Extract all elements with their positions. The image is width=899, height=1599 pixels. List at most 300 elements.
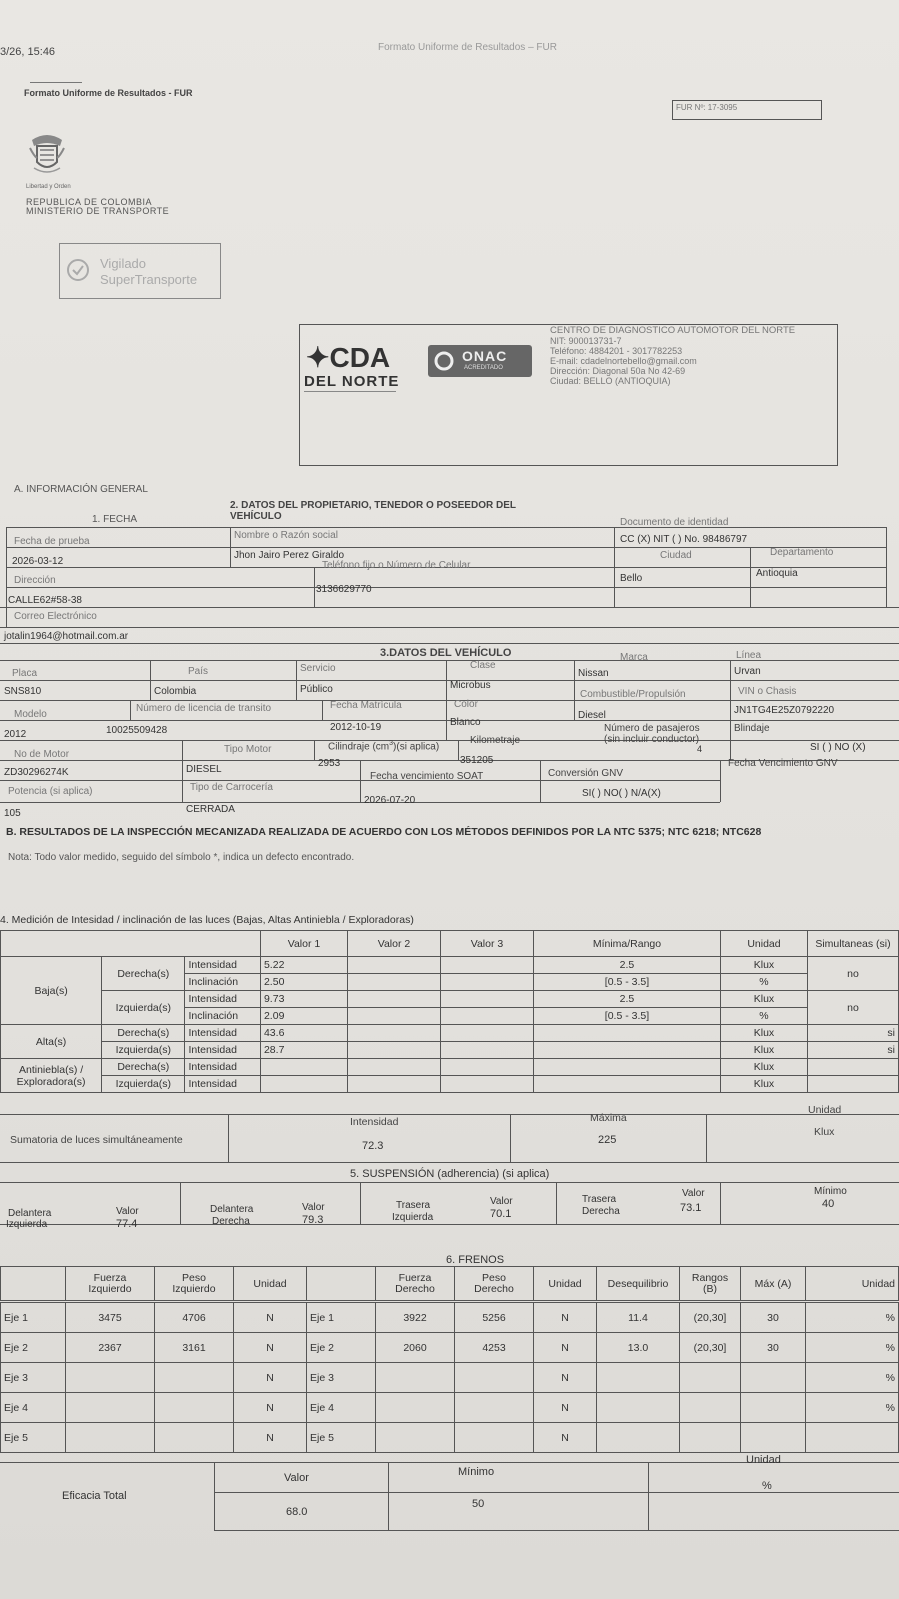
v-vline-1 <box>150 660 151 700</box>
brakes-h-weight-left <box>155 1267 234 1301</box>
lights-row <box>1 1059 899 1076</box>
lights-intensity-label: Intensidad <box>185 957 261 974</box>
v-vline-12 <box>540 760 541 802</box>
power-value: 105 <box>4 808 21 819</box>
lights-high-right-label: Derecha(s) <box>102 1025 185 1042</box>
suspension-title: 5. SUSPENSIÓN (adherencia) (si aplica) <box>350 1168 550 1180</box>
brakes-h-force-left <box>66 1267 155 1301</box>
a-line-1 <box>6 527 887 528</box>
cda-logo-rule <box>304 391 396 392</box>
brakes-cell-eje: Eje 2 <box>307 1333 376 1363</box>
gnv-value: SI( ) NO( ) N/A(X) <box>582 788 661 799</box>
brakes-cell-des <box>597 1423 680 1453</box>
susp-rl-value: 70.1 <box>490 1208 512 1220</box>
a-vline-4 <box>614 527 615 607</box>
lights-fog-right-label: Derecha(s) <box>102 1059 185 1076</box>
fur-number: FUR Nº: 17-3095 <box>676 103 738 112</box>
lights-header-row <box>1 931 899 957</box>
cda-info-box <box>299 324 838 466</box>
color-value: Blanco <box>450 717 481 728</box>
v-vline-4 <box>574 660 575 720</box>
lights-r3-value: 9.73 <box>260 991 347 1008</box>
lights-fog-label <box>1 1059 102 1093</box>
brakes-h-fd-2: Derecho <box>395 1282 435 1295</box>
brakes-cell-pct: % <box>806 1333 899 1363</box>
efficacy-unit-value: % <box>762 1480 772 1492</box>
body-type-label: Tipo de Carrocería <box>190 782 273 793</box>
gnv-expiry-label: Fecha Vencimiento GNV <box>728 758 838 769</box>
lights-intensity-label: Intensidad <box>185 1042 261 1059</box>
lights-high-label: Alta(s) <box>1 1025 102 1059</box>
vehicle-data-title: 3.DATOS DEL VEHÍCULO <box>380 647 512 659</box>
lights-row <box>1 1025 899 1042</box>
lights-intensity-label: Intensidad <box>185 1025 261 1042</box>
brakes-h-ranges <box>680 1267 741 1301</box>
lights-r1-value: 5.22 <box>260 957 347 974</box>
class-label: Clase <box>470 660 496 671</box>
brakes-cell-rango <box>680 1393 741 1423</box>
sum-vline-3 <box>706 1114 707 1162</box>
lights-h-valor3: Valor 3 <box>440 931 533 957</box>
brakes-h-unit-3: Unidad <box>806 1267 899 1301</box>
brakes-cell-pct: % <box>806 1303 899 1333</box>
brakes-cell-fi: 2367 <box>66 1333 155 1363</box>
owner-name-label: Nombre o Razón social <box>234 530 338 541</box>
armor-value: SI ( ) NO (X) <box>810 742 866 753</box>
owner-data-heading-2: VEHÍCULO <box>230 511 282 522</box>
passengers-label-1: Número de pasajeros <box>604 723 700 734</box>
passengers-label-2: (sin incluir conductor) <box>604 734 700 745</box>
brakes-title: 6. FRENOS <box>446 1254 505 1266</box>
brakes-cell-u2: N <box>534 1393 597 1423</box>
test-date: 2026-03-12 <box>12 556 64 567</box>
city-value: Bello <box>620 573 643 584</box>
brakes-cell-u2: N <box>534 1333 597 1363</box>
brakes-row <box>1 1393 899 1423</box>
lights-fog-label-2: Exploradora(s) <box>16 1075 86 1088</box>
mileage-label: Kilometraje <box>470 735 521 746</box>
lights-h-valor2: Valor 2 <box>347 931 440 957</box>
registration-date-value: 2012-10-19 <box>330 722 382 733</box>
brakes-cell-u: N <box>234 1333 307 1363</box>
plate-label: Placa <box>12 668 38 679</box>
brakes-cell-pi: 3161 <box>155 1333 234 1363</box>
efficacy-unit-label: Unidad <box>746 1454 781 1466</box>
lights-blank-header <box>1 931 261 957</box>
susp-rr-label-1: Trasera <box>582 1194 617 1205</box>
title-rule <box>30 82 82 83</box>
lights-r8-unit: Klux <box>720 1076 807 1093</box>
fuel-label: Combustible/Propulsión <box>580 689 686 700</box>
color-label: Color <box>454 699 478 710</box>
displacement-value: 2953 <box>318 758 341 769</box>
brakes-cell-eje: Eje 5 <box>1 1423 66 1453</box>
brakes-cell-eje: Eje 4 <box>1 1393 66 1423</box>
email-label: Correo Electrónico <box>14 611 97 622</box>
brakes-cell-pi: 4706 <box>155 1303 234 1333</box>
line-value: Urvan <box>734 666 761 677</box>
brakes-cell-fi: 3475 <box>66 1303 155 1333</box>
susp-fl-valor-label: Valor <box>116 1206 139 1217</box>
lights-fog-label-1: Antiniebla(s) / <box>18 1063 84 1076</box>
v-vline-3 <box>446 660 447 740</box>
brakes-h-unit-2: Unidad <box>534 1267 597 1301</box>
sum-vline-1 <box>228 1114 229 1162</box>
lights-low-right-simult: no <box>807 957 898 991</box>
service-label: Servicio <box>300 663 336 674</box>
lights-r4-unit: % <box>720 1008 807 1025</box>
address-label: Dirección <box>14 575 56 586</box>
v-vline-10 <box>458 740 459 760</box>
lights-h-minima: Mínima/Rango <box>533 931 720 957</box>
brakes-cell-u: N <box>234 1393 307 1423</box>
v-vline-9 <box>314 740 315 760</box>
cda-star-icon: ✦ <box>306 342 330 373</box>
sum-max-value: 225 <box>598 1134 617 1146</box>
brakes-h-pd-2: Derecho <box>474 1282 514 1295</box>
brakes-h-weight-right <box>455 1267 534 1301</box>
cda-city: Ciudad: BELLO (ANTIOQUIA) <box>550 376 671 386</box>
susp-rl-valor-label: Valor <box>490 1196 513 1207</box>
owner-data-heading: 2. DATOS DEL PROPIETARIO, TENEDOR O POSEEDOR DEL <box>230 500 516 511</box>
susp-line-top <box>0 1182 899 1183</box>
v-vline-5 <box>730 660 731 760</box>
v-vline-8 <box>182 740 183 802</box>
engine-number-label: No de Motor <box>14 749 70 760</box>
engine-number-value: ZD30296274K <box>4 767 69 778</box>
susp-fr-valor-label: Valor <box>302 1202 325 1213</box>
v-line-1 <box>0 660 899 661</box>
soat-value: 2026-07-20 <box>364 795 416 806</box>
susp-rr-label-2: Derecha <box>582 1206 620 1217</box>
lights-h-valor1: Valor 1 <box>260 931 347 957</box>
coat-of-arms-icon <box>26 132 68 178</box>
vigilado-box <box>59 243 221 299</box>
sum-line-top <box>0 1114 899 1115</box>
ministry-name: MINISTERIO DE TRANSPORTE <box>26 206 170 216</box>
document-value: CC (X) NIT ( ) No. 98486797 <box>620 534 748 545</box>
brakes-cell-u: N <box>234 1303 307 1333</box>
a-vline-3 <box>314 567 315 607</box>
department-value: Antioquia <box>756 568 798 579</box>
lights-r4-value: 2.09 <box>260 1008 347 1025</box>
onac-label: ONAC <box>462 348 508 364</box>
phone-value: 3136629770 <box>316 584 372 595</box>
department-label: Departamento <box>770 547 834 558</box>
brakes-h-rangos-1: Rangos <box>691 1271 729 1284</box>
armor-label: Blindaje <box>734 723 770 734</box>
brakes-cell-pd: 5256 <box>455 1303 534 1333</box>
lights-r5-unit: Klux <box>720 1025 807 1042</box>
lights-fog-left-label: Izquierda(s) <box>102 1076 185 1093</box>
lights-r5-value: 43.6 <box>260 1025 347 1042</box>
brakes-cell-des <box>597 1393 680 1423</box>
v-line-5 <box>0 740 899 741</box>
lights-r4-min: [0.5 - 3.5] <box>533 1008 720 1025</box>
eff-line-mid <box>214 1492 899 1493</box>
registration-date-label: Fecha Matrícula <box>330 700 402 711</box>
brakes-cell-fd: 3922 <box>376 1303 455 1333</box>
brakes-cell-pd: 4253 <box>455 1333 534 1363</box>
brakes-cell-rango: (20,30] <box>680 1333 741 1363</box>
section-b-title: B. RESULTADOS DE LA INSPECCIÓN MECANIZADA REALIZADA DE ACUERDO CON LOS MÉTODOS DEFINIDOS POR LA NTC 5375; NTC 6218; NTC628 <box>6 826 762 838</box>
lights-intensity-label: Intensidad <box>185 991 261 1008</box>
onac-sub: ACREDITADO <box>464 365 503 371</box>
brakes-cell-eje: Eje 3 <box>1 1363 66 1393</box>
lights-intensity-label: Intensidad <box>185 1059 261 1076</box>
a-line-6 <box>0 627 899 628</box>
brakes-h-pi-2: Izquierdo <box>172 1282 216 1295</box>
displacement-label <box>328 740 439 752</box>
brakes-cell-max <box>741 1393 806 1423</box>
susp-min-label: Mínimo <box>814 1186 847 1197</box>
lights-r2-unit: % <box>720 974 807 991</box>
brakes-cell-pct: % <box>806 1393 899 1423</box>
susp-vline-1 <box>180 1182 181 1224</box>
brakes-cell-eje: Eje 3 <box>307 1363 376 1393</box>
brakes-cell-pd <box>455 1393 534 1423</box>
v-line-8 <box>0 802 720 803</box>
brakes-h-fd-1: Fuerza <box>398 1271 432 1284</box>
sum-intensity-value: 72.3 <box>362 1140 384 1152</box>
lights-r2-value: 2.50 <box>260 974 347 991</box>
brakes-header-row <box>1 1267 899 1301</box>
power-label: Potencia (si aplica) <box>8 786 93 797</box>
brakes-cell-fd <box>376 1423 455 1453</box>
brakes-cell-rango <box>680 1423 741 1453</box>
plate-value: SNS810 <box>4 686 42 697</box>
susp-rr-value: 73.1 <box>680 1202 702 1214</box>
v-vline-2 <box>296 660 297 700</box>
brakes-row <box>1 1303 899 1333</box>
cda-nit: NIT: 900013731-7 <box>550 336 622 346</box>
section-a-title: A. INFORMACIÓN GENERAL <box>14 484 148 495</box>
brakes-table <box>0 1266 899 1301</box>
date-heading: 1. FECHA <box>92 514 138 525</box>
susp-rr-valor-label: Valor <box>682 1188 705 1199</box>
sum-vline-2 <box>510 1114 511 1162</box>
lights-r6-unit: Klux <box>720 1042 807 1059</box>
body-type-value: CERRADA <box>186 804 235 815</box>
brakes-cell-rango: (20,30] <box>680 1303 741 1333</box>
susp-fl-value: 77.4 <box>116 1218 138 1230</box>
v-vline-11 <box>360 760 361 802</box>
v-vline-13 <box>720 760 721 802</box>
vin-value: JN1TG4E25Z0792220 <box>734 705 835 716</box>
lights-r3-unit: Klux <box>720 991 807 1008</box>
fuel-value: Diesel <box>578 710 606 721</box>
susp-fl-label-2: Izquierda <box>6 1219 48 1230</box>
print-doc-title: Formato Uniforme de Resultados – FUR <box>378 42 557 53</box>
susp-fr-label-1: Delantera <box>210 1204 254 1215</box>
susp-fl-label-1: Delantera <box>8 1208 52 1219</box>
brakes-cell-max: 30 <box>741 1333 806 1363</box>
lights-low-right-label: Derecha(s) <box>102 957 185 991</box>
brakes-h-unit: Unidad <box>234 1267 307 1301</box>
lights-h-simultaneas: Simultaneas (si) <box>807 931 898 957</box>
mileage-value: 351205 <box>460 755 494 766</box>
brakes-cell-max: 30 <box>741 1303 806 1333</box>
supertransporte-icon <box>66 258 90 282</box>
brakes-h-fi-2: Izquierdo <box>88 1282 132 1295</box>
brakes-h-pi-1: Peso <box>182 1271 206 1284</box>
efficacy-value: 68.0 <box>286 1506 308 1518</box>
passengers-value: 4 <box>697 744 703 754</box>
displacement-label-a: Cilindraje (cm <box>328 741 390 753</box>
brakes-cell-eje: Eje 2 <box>1 1333 66 1363</box>
print-datetime: 3/26, 15:46 <box>0 46 56 58</box>
brakes-row <box>1 1423 899 1453</box>
sum-intensity-label: Intensidad <box>350 1116 399 1128</box>
brakes-cell-u2: N <box>534 1363 597 1393</box>
brakes-cell-u: N <box>234 1363 307 1393</box>
brakes-cell-pd <box>455 1363 534 1393</box>
efficacy-min-value: 50 <box>472 1498 485 1510</box>
brakes-cell-u: N <box>234 1423 307 1453</box>
owner-name: Jhon Jairo Perez Giraldo <box>234 550 345 561</box>
a-vline-5 <box>750 547 751 607</box>
susp-fr-label-2: Derecha <box>212 1216 250 1227</box>
eff-vline-2 <box>388 1462 389 1530</box>
a-line-2 <box>6 547 887 548</box>
fur-number-box <box>672 100 822 120</box>
class-value: Microbus <box>450 680 491 691</box>
v-vline-6 <box>130 700 131 720</box>
a-vline-6 <box>886 527 887 607</box>
brakes-cell-des <box>597 1363 680 1393</box>
lights-table <box>0 930 899 1093</box>
lights-r6-value: 28.7 <box>260 1042 347 1059</box>
brakes-cell-u2: N <box>534 1423 597 1453</box>
susp-rl-label-2: Izquierda <box>392 1212 434 1223</box>
brakes-cell-eje: Eje 1 <box>1 1303 66 1333</box>
country-value: Colombia <box>154 686 197 697</box>
brakes-cell-max <box>741 1423 806 1453</box>
brakes-row <box>1 1333 899 1363</box>
supertransporte-label: SuperTransporte <box>100 272 198 287</box>
sum-label: Sumatoria de luces simultáneamente <box>10 1134 183 1146</box>
susp-fr-value: 79.3 <box>302 1214 324 1226</box>
brakes-cell-pd <box>455 1423 534 1453</box>
license-value: 10025509428 <box>106 725 168 736</box>
engine-type-value: DIESEL <box>186 764 222 775</box>
brakes-cell-des: 11.4 <box>597 1303 680 1333</box>
susp-vline-3 <box>556 1182 557 1224</box>
lights-r1-unit: Klux <box>720 957 807 974</box>
lights-r6-simult: si <box>807 1042 898 1059</box>
brakes-cell-fi <box>66 1423 155 1453</box>
lights-low-label: Baja(s) <box>1 957 102 1025</box>
brakes-h-pd-1: Peso <box>482 1271 506 1284</box>
lights-intensity-label: Intensidad <box>185 1076 261 1093</box>
a-vline-2 <box>230 527 231 567</box>
v-line-3 <box>0 700 899 701</box>
brakes-cell-eje: Eje 1 <box>307 1303 376 1333</box>
brakes-cell-pi <box>155 1423 234 1453</box>
lights-row <box>1 957 899 974</box>
document-label: Documento de identidad <box>620 517 729 528</box>
brakes-h-imbalance: Desequilibrio <box>597 1267 680 1301</box>
lights-r2-min: [0.5 - 3.5] <box>533 974 720 991</box>
displacement-label-b: )(si aplica) <box>393 741 440 753</box>
a-line-5 <box>0 607 899 608</box>
test-date-label: Fecha de prueba <box>14 536 90 547</box>
brakes-h-force-right <box>376 1267 455 1301</box>
cda-logo-text: CDA <box>329 342 391 373</box>
susp-rl-label-1: Trasera <box>396 1200 431 1211</box>
gnv-label: Conversión GNV <box>548 768 624 779</box>
brakes-cell-fd <box>376 1393 455 1423</box>
engine-type-label: Tipo Motor <box>224 744 272 755</box>
v-vline-7 <box>322 700 323 720</box>
efficacy-label: Eficacia Total <box>62 1490 127 1502</box>
sum-max-label: Máxima <box>590 1112 627 1124</box>
brakes-cell-fd: 2060 <box>376 1333 455 1363</box>
brakes-cell-fi <box>66 1393 155 1423</box>
cda-email: E-mail: cdadelnortebello@gmail.com <box>550 356 697 366</box>
efficacy-min-label: Mínimo <box>458 1466 495 1478</box>
lights-r1-min: 2.5 <box>533 957 720 974</box>
lights-inclination-label: Inclinación <box>185 974 261 991</box>
republic-name: REPUBLICA DE COLOMBIA <box>26 197 153 207</box>
onac-circle-icon <box>434 351 454 371</box>
efficacy-value-label: Valor <box>284 1472 309 1484</box>
brakes-cell-fi <box>66 1363 155 1393</box>
brakes-cell-eje: Eje 4 <box>307 1393 376 1423</box>
a-line-7 <box>0 643 899 644</box>
motto: Libertad y Orden <box>26 184 71 190</box>
model-value: 2012 <box>4 729 27 740</box>
service-value: Público <box>300 684 333 695</box>
eff-line-bottom <box>214 1530 899 1531</box>
cda-phone: Teléfono: 4884201 - 3017782253 <box>550 346 683 356</box>
sum-unit-label: Unidad <box>808 1104 842 1116</box>
license-label: Número de licencia de transito <box>136 703 272 714</box>
brakes-cell-max <box>741 1363 806 1393</box>
city-label: Ciudad <box>660 550 692 561</box>
section-b-note: Nota: Todo valor medido, seguido del símbolo *, indica un defecto encontrado. <box>8 852 355 863</box>
brakes-row <box>1 1363 899 1393</box>
susp-vline-4 <box>720 1182 721 1224</box>
vigilado-label: Vigilado <box>100 256 147 271</box>
brakes-body-table <box>0 1302 899 1453</box>
lights-inclination-label: Inclinación <box>185 1008 261 1025</box>
country-label: País <box>188 666 209 677</box>
onac-logo <box>428 345 532 377</box>
lights-high-left-label: Izquierda(s) <box>102 1042 185 1059</box>
lights-title: 4. Medición de Intesidad / inclinación de las luces (Bajas, Altas Antiniebla / Exploradoras) <box>0 914 414 926</box>
cda-logo <box>306 341 390 374</box>
lights-low-left-label: Izquierda(s) <box>102 991 185 1025</box>
brakes-cell-fd <box>376 1363 455 1393</box>
lights-row <box>1 991 899 1008</box>
lights-h-unidad: Unidad <box>720 931 807 957</box>
brakes-cell-pct <box>806 1423 899 1453</box>
vin-label: VIN o Chasis <box>738 686 797 697</box>
brakes-cell-pi <box>155 1393 234 1423</box>
cda-logo-sub: DEL NORTE <box>304 373 400 390</box>
eff-vline-3 <box>648 1462 649 1530</box>
brakes-h-rangos-2: (B) <box>703 1282 717 1295</box>
lights-row <box>1 1076 899 1093</box>
email-value: jotalin1964@hotmail.com.ar <box>4 631 129 642</box>
lights-r5-simult: si <box>807 1025 898 1042</box>
address-value: CALLE62#58-38 <box>8 595 82 606</box>
cda-name: CENTRO DE DIAGNOSTICO AUTOMOTOR DEL NORTE <box>550 325 796 336</box>
susp-vline-2 <box>360 1182 361 1224</box>
soat-label: Fecha vencimiento SOAT <box>370 771 484 782</box>
lights-r3-min: 2.5 <box>533 991 720 1008</box>
